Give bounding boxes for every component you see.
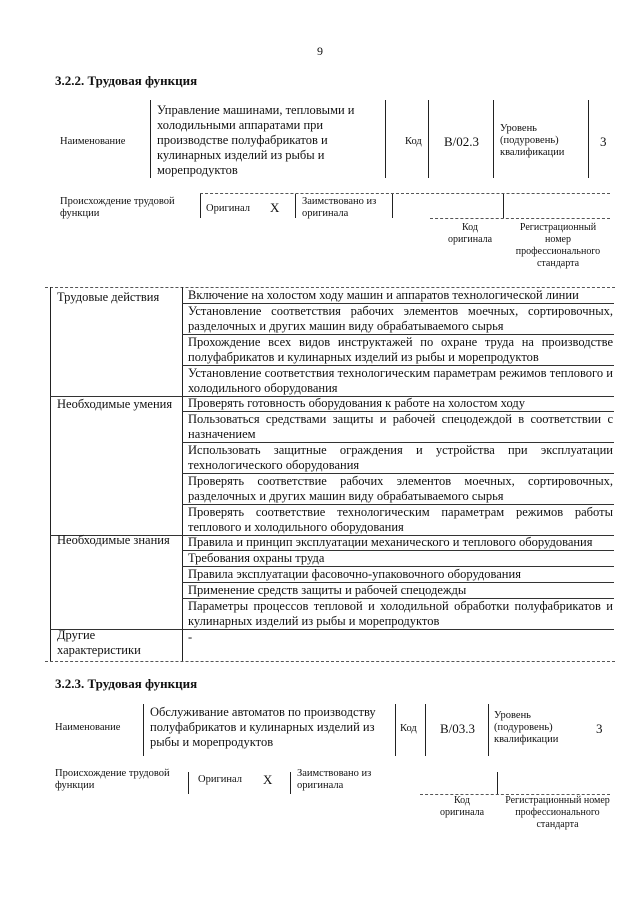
table-left-border <box>50 287 51 661</box>
name-box-left-border <box>143 704 144 756</box>
code-box-right-border <box>488 704 489 756</box>
name-box-right-border <box>385 100 386 178</box>
knowledge-2: Требования охраны труда <box>188 551 325 565</box>
original-label-322: Оригинал <box>206 203 250 214</box>
table-bottom-border <box>45 661 615 662</box>
name-label-322: Наименование <box>60 136 126 147</box>
skills-label: Необходимые умения <box>57 397 173 411</box>
level-box-left-border <box>588 100 589 178</box>
name-value-323: Обслуживание автоматов по производству полуфабрикатов и кулинарных изделий из рыбы и морепродуктов <box>150 705 376 749</box>
origin-box-border-2 <box>290 772 291 794</box>
name-box-left-border <box>150 100 151 178</box>
name-value-322: Управление машинами, тепловыми и холодильными аппаратами при производстве полуфабрикатов и кулинарных изделий из рыбы и морепродуктов <box>157 103 355 177</box>
code-label-323: Код <box>400 723 417 734</box>
origin-box-border-2 <box>295 194 296 218</box>
knowledge-4: Применение средств защиты и рабочей спецодежды <box>188 583 467 597</box>
origin-box-top-border <box>200 193 610 194</box>
labor-action-2: Установление соответствия рабочих элементов моечных, сортировочных, разделочных и других машин виду обрабатываемого сырья <box>188 304 613 334</box>
code-box-left-border <box>425 704 426 756</box>
knowledge-5: Параметры процессов тепловой и холодильной обработки полуфабрикатов и кулинарных изделий из рыбы и морепродуктов <box>188 599 613 629</box>
level-value-322: 3 <box>600 134 607 149</box>
table-column-divider <box>182 287 183 661</box>
other-label: Другие характеристики <box>57 628 141 657</box>
level-value-323: 3 <box>596 721 603 736</box>
knowledge-label: Необходимые знания <box>57 533 170 547</box>
origin-label-322: Происхождение трудовой функции <box>60 196 175 219</box>
borrowed-label-322: Заимствовано из оригинала <box>302 196 377 219</box>
name-box-right-border <box>395 704 396 756</box>
skill-5: Проверять соответствие технологическим параметрам режимов работы теплового и холодильного оборудования <box>188 505 613 535</box>
skill-2: Пользоваться средствами защиты и рабочей спецодеждой в соответствии с назначением <box>188 412 613 442</box>
skill-4: Проверять соответствие рабочих элементов моечных, сортировочных, разделочных и других машин виду обрабатываемого сырья <box>188 474 613 504</box>
labor-action-1: Включение на холостом ходу машин и аппаратов технологической линии <box>188 288 579 302</box>
code-box-left-border <box>428 100 429 178</box>
original-mark-323: X <box>263 772 273 787</box>
section-title-323: 3.2.3. Трудовая функция <box>55 676 198 691</box>
code-label-322: Код <box>405 136 422 147</box>
level-label-322: Уровень (подуровень) квалификации <box>500 123 565 158</box>
code-original-label-322: Код оригинала <box>447 222 493 245</box>
code-box-right-border <box>493 100 494 178</box>
labor-action-3: Прохождение всех видов инструктажей по охране труда на производстве полуфабрикатов и кулинарных изделий из рыбы и морепродуктов <box>188 335 613 365</box>
reg-number-label-322: Регистрационный номер профессионального стандарта <box>515 222 601 269</box>
section-title-322: 3.2.2. Трудовая функция <box>55 73 198 88</box>
code-original-label-323: Код оригинала <box>439 795 485 818</box>
other-value: - <box>188 630 193 644</box>
origin-box-border-1 <box>188 772 189 794</box>
level-label-323: Уровень (подуровень) квалификации <box>494 710 559 745</box>
origin-box-border-4 <box>503 194 504 218</box>
borrowed-label-323: Заимствовано из оригинала <box>297 768 372 791</box>
origin-box-border-3 <box>392 194 393 218</box>
reg-number-label-323: Регистрационный номер профессионального стандарта <box>505 795 610 830</box>
origin-box-border-1 <box>200 194 201 218</box>
labor-action-4: Установление соответствия технологическим параметрам режимов теплового и холодильного оборудования <box>188 366 613 396</box>
page-number: 9 <box>317 44 323 58</box>
code-value-323: B/03.3 <box>440 721 476 736</box>
origin-label-323: Происхождение трудовой функции <box>55 768 170 791</box>
origin-box-border-3 <box>497 772 498 794</box>
origin-box-bottom-border <box>430 218 610 219</box>
skill-3: Использовать защитные ограждения и устройства при эксплуатации технологического оборудования <box>188 443 613 473</box>
original-label-323: Оригинал <box>198 774 242 785</box>
knowledge-1: Правила и принцип эксплуатации механического и теплового оборудования <box>188 535 593 549</box>
code-value-322: B/02.3 <box>444 134 480 149</box>
name-label-323: Наименование <box>55 722 121 733</box>
labor-actions-label: Трудовые действия <box>57 290 160 304</box>
original-mark-322: X <box>270 200 280 215</box>
skill-1: Проверять готовность оборудования к работе на холостом ходу <box>188 396 525 410</box>
knowledge-3: Правила эксплуатации фасовочно-упаковочного оборудования <box>188 567 521 581</box>
